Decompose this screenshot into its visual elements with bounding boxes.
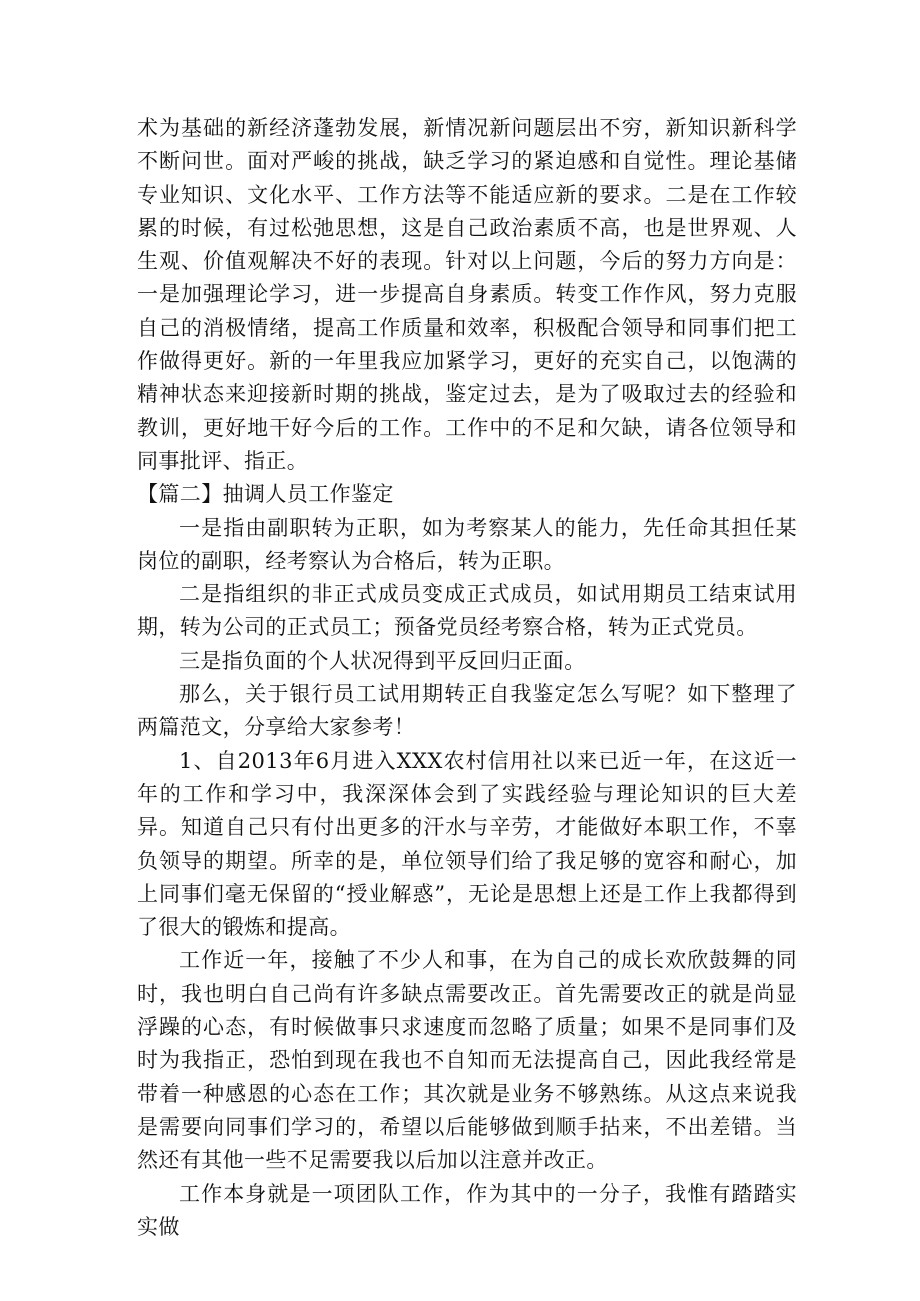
paragraph: 三是指负面的个人状况得到平反回归正面。 [179,648,586,673]
paragraph-truncated: 工作本身就是一项团队工作，作为其中的一分子，我惟有踏踏实实做 [137,1181,797,1239]
paragraph: 工作近一年，接触了不少人和事，在为自己的成长欢欣鼓舞的同时，我也明白自己尚有许多缺点需要改正。首先需要改正的就是尚显浮躁的心态，有时候做事只求速度而忽略了质量；如果不是同事们及时为我指正，恐怕到现在我也不自知而无法提高自己，因此我经常是带着一种感恩的心态在工作；其次就是业务不够熟练。从这点来说我是需要向同事们学习的，希望以后能够做到顺手拈来，不出差错。当然还有其他一些不足需要我以后加以注意并改正。 [137,948,797,1173]
paragraph-continuation: 术为基础的新经济蓬勃发展，新情况新问题层出不穷，新知识新科学不断问世。面对严峻的挑战，缺乏学习的紧迫感和自觉性。理论基储专业知识、文化水平、工作方法等不能适应新的要求。二是在工作较累的时候，有过松弛思想，这是自己政治素质不高，也是世界观、人生观、价值观解决不好的表现。针对以上问题，今后的努力方向是：一是加强理论学习，进一步提高自身素质。转变工作作风，努力克服自己的消极情绪，提高工作质量和效率，积极配合领导和同事们把工作做得更好。新的一年里我应加紧学习，更好的充实自己，以饱满的精神状态来迎接新时期的挑战，鉴定过去，是为了吸取过去的经验和教训，更好地干好今后的工作。工作中的不足和欠缺，请各位领导和同事批评、指正。 [137,116,797,473]
paragraph: 一是指由副职转为正职，如为考察某人的能力，先任命其担任某岗位的副职，经考察认为合格后，转为正职。 [137,515,797,573]
section-heading: 【篇二】抽调人员工作鉴定 [137,482,394,507]
paragraph: 那么，关于银行员工试用期转正自我鉴定怎么写呢？如下整理了两篇范文，分享给大家参考！ [137,682,797,740]
paragraph: 1、自2013年6月进入XXX农村信用社以来已近一年，在这近一年的工作和学习中，我深深体会到了实践经验与理论知识的巨大差异。知道自己只有付出更多的汗水与辛劳，才能做好本职工作，不辜负领导的期望。所幸的是，单位领导们给了我足够的宽容和耐心，加上同事们毫无保留的“授业解惑”，无论是思想上还是工作上我都得到了很大的锻炼和提高。 [137,748,797,940]
paragraph: 二是指组织的非正式成员变成正式成员，如试用期员工结束试用期，转为公司的正式员工；预备党员经考察合格，转为正式党员。 [137,582,797,640]
document-body [137,112,797,1244]
